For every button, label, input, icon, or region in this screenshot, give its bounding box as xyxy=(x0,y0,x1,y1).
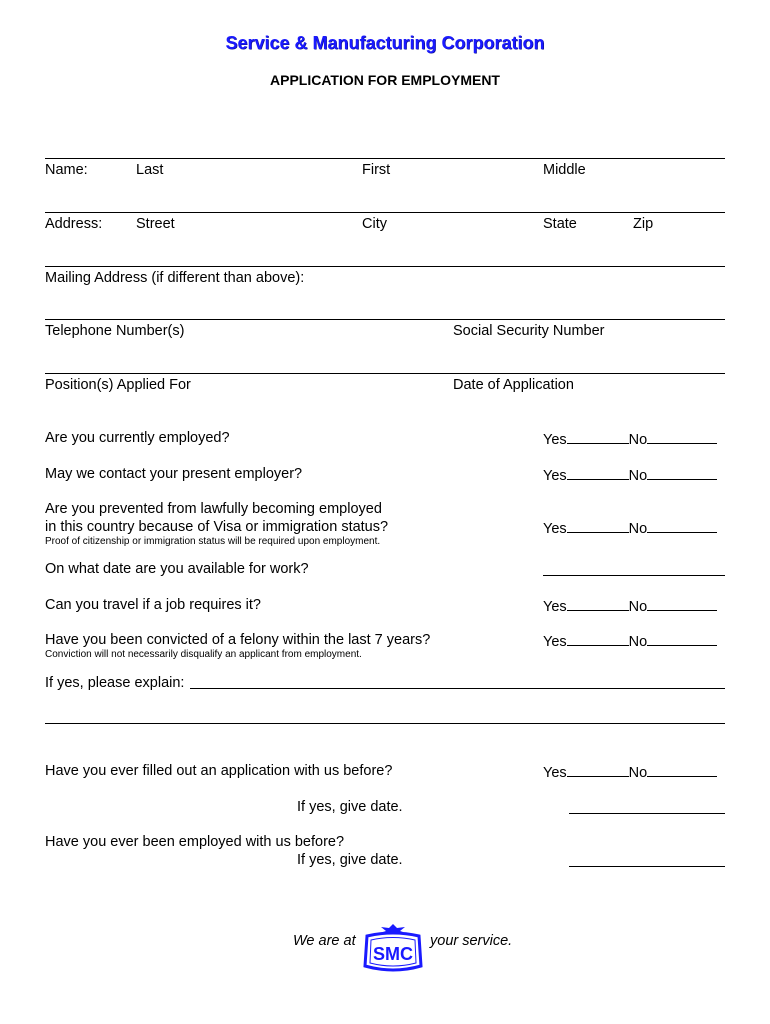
slogan-left: We are at xyxy=(293,933,356,949)
no-label: No xyxy=(628,432,648,448)
question-travel: Can you travel if a job requires it? xyxy=(45,597,261,613)
no-blank[interactable] xyxy=(647,632,717,646)
explain-blank-1[interactable] xyxy=(190,688,725,689)
state-label: State xyxy=(543,216,577,232)
answer-contact-employer xyxy=(543,466,717,484)
give-date-label-1: If yes, give date. xyxy=(297,799,403,815)
yes-label: Yes xyxy=(543,599,567,615)
applied-date-blank[interactable] xyxy=(569,813,725,814)
no-label: No xyxy=(628,599,648,615)
answer-travel xyxy=(543,597,717,615)
name-label: Name: xyxy=(45,162,88,178)
yes-label: Yes xyxy=(543,765,567,781)
yes-blank[interactable] xyxy=(567,519,629,533)
answer-employed xyxy=(543,430,717,448)
yes-blank[interactable] xyxy=(567,430,629,444)
position-label: Position(s) Applied For xyxy=(45,377,191,393)
telephone-label: Telephone Number(s) xyxy=(45,323,185,339)
mailing-address-line[interactable] xyxy=(45,266,725,267)
question-employed-before: Have you ever been employed with us before? xyxy=(45,834,345,850)
no-label: No xyxy=(628,634,648,650)
yes-blank[interactable] xyxy=(567,466,629,480)
yes-label: Yes xyxy=(543,521,567,537)
last-name-label: Last xyxy=(136,162,164,178)
no-blank[interactable] xyxy=(647,763,717,777)
no-label: No xyxy=(628,468,648,484)
no-label: No xyxy=(628,765,648,781)
no-blank[interactable] xyxy=(647,466,717,480)
logo-text: SMC xyxy=(373,944,413,964)
mailing-address-label: Mailing Address (if different than above): xyxy=(45,270,305,286)
available-date-blank[interactable] xyxy=(543,575,725,576)
yes-blank[interactable] xyxy=(567,632,629,646)
slogan-right: your service. xyxy=(430,933,513,949)
answer-applied-before xyxy=(543,763,717,781)
smc-logo xyxy=(361,922,425,978)
give-date-label-2: If yes, give date. xyxy=(297,852,403,868)
position-line[interactable] xyxy=(45,373,725,374)
yes-label: Yes xyxy=(543,432,567,448)
middle-name-label: Middle xyxy=(543,162,586,178)
explain-label: If yes, please explain: xyxy=(45,675,185,691)
yes-label: Yes xyxy=(543,634,567,650)
street-label: Street xyxy=(136,216,175,232)
question-visa-line1: Are you prevented from lawfully becoming employed xyxy=(45,501,382,517)
address-line[interactable] xyxy=(45,212,725,213)
no-blank[interactable] xyxy=(647,519,717,533)
no-blank[interactable] xyxy=(647,597,717,611)
felony-note: Conviction will not necessarily disqualify an applicant from employment. xyxy=(45,649,362,660)
name-line[interactable] xyxy=(45,158,725,159)
question-contact-employer: May we contact your present employer? xyxy=(45,466,303,482)
question-felony: Have you been convicted of a felony within the last 7 years? xyxy=(45,632,431,648)
company-name: Service & Manufacturing Corporation xyxy=(225,33,545,53)
question-employed: Are you currently employed? xyxy=(45,430,230,446)
visa-note: Proof of citizenship or immigration status will be required upon employment. xyxy=(45,536,381,547)
city-label: City xyxy=(362,216,387,232)
answer-felony xyxy=(543,632,717,650)
question-available-date: On what date are you available for work? xyxy=(45,561,309,577)
date-of-application-label: Date of Application xyxy=(453,377,574,393)
no-label: No xyxy=(628,521,648,537)
first-name-label: First xyxy=(362,162,391,178)
form-title: APPLICATION FOR EMPLOYMENT xyxy=(270,72,500,88)
explain-blank-2[interactable] xyxy=(45,723,725,724)
telephone-line[interactable] xyxy=(45,319,725,320)
ssn-label: Social Security Number xyxy=(453,323,605,339)
yes-blank[interactable] xyxy=(567,763,629,777)
address-label: Address: xyxy=(45,216,103,232)
yes-label: Yes xyxy=(543,468,567,484)
no-blank[interactable] xyxy=(647,430,717,444)
zip-label: Zip xyxy=(633,216,654,232)
answer-visa xyxy=(543,519,717,537)
yes-blank[interactable] xyxy=(567,597,629,611)
employed-date-blank[interactable] xyxy=(569,866,725,867)
question-visa-line2: in this country because of Visa or immigration status? xyxy=(45,519,389,535)
question-applied-before: Have you ever filled out an application with us before? xyxy=(45,763,393,779)
